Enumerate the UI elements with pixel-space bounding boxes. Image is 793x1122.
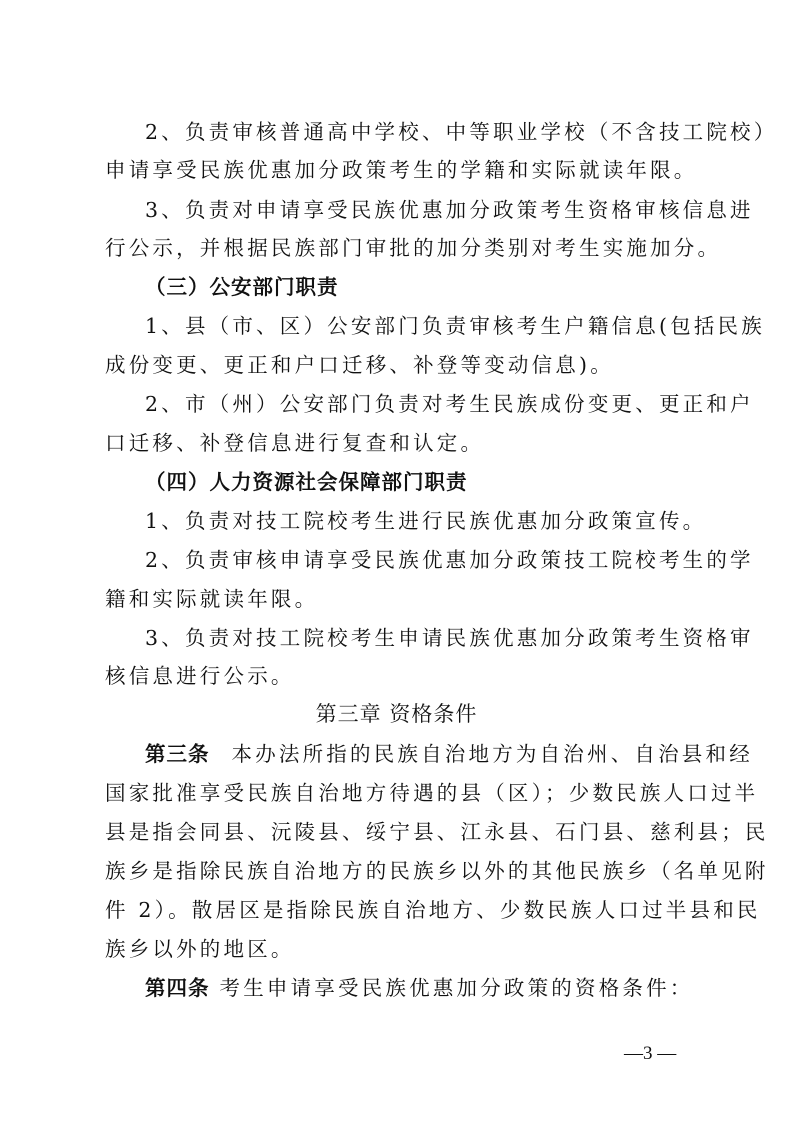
article-text: 考生申请享受民族优惠加分政策的资格条件： bbox=[219, 976, 694, 1000]
article-3-line bbox=[145, 740, 753, 768]
article-4-line bbox=[145, 974, 695, 1002]
page-number: —3 — bbox=[624, 1043, 677, 1064]
para-text-line: 成份变更、更正和户口迁移、补登等变动信息)。 bbox=[105, 353, 614, 377]
para-text-line: 口迁移、补登信息进行复查和认定。 bbox=[105, 431, 485, 455]
para-text-line: 1、负责对技工院校考生进行民族优惠加分政策宣传。 bbox=[145, 509, 707, 533]
para-text-line: 行公示，并根据民族部门审批的加分类别对考生实施加分。 bbox=[105, 236, 722, 260]
section-heading-public-security: （三）公安部门职责 bbox=[145, 275, 339, 299]
para-text-line: 申请享受民族优惠加分政策考生的学籍和实际就读年限。 bbox=[105, 158, 698, 182]
para-text-line: 2、负责审核申请享受民族优惠加分政策技工院校考生的学 bbox=[145, 548, 754, 572]
para-text-line: 件 2）。散居区是指除民族自治地方、少数民族人口过半县和民 bbox=[105, 898, 761, 922]
para-text-line: 3、负责对技工院校考生申请民族优惠加分政策考生资格审 bbox=[145, 626, 754, 650]
section-heading-hr-social-security: （四）人力资源社会保障部门职责 bbox=[145, 470, 468, 494]
article-label: 第三条 bbox=[145, 742, 210, 766]
para-text-line: 2、市（州）公安部门负责对考生民族成份变更、更正和户 bbox=[145, 392, 754, 416]
para-text-line: 族乡是指除民族自治地方的民族乡以外的其他民族乡（名单见附 bbox=[105, 859, 769, 883]
para-text-line: 国家批准享受民族自治地方待遇的县（区）；少数民族人口过半 bbox=[105, 781, 759, 805]
chapter-title: 第三章 资格条件 bbox=[315, 702, 478, 726]
article-text: 本办法所指的民族自治地方为自治州、自治县和经 bbox=[231, 742, 753, 766]
para-text-line: 2、负责审核普通高中学校、中等职业学校（不含技工院校） bbox=[145, 120, 778, 144]
para-text-line: 县是指会同县、沅陵县、绥宁县、江永县、石门县、慈利县；民 bbox=[105, 820, 769, 844]
para-text-line: 核信息进行公示。 bbox=[105, 664, 295, 688]
para-text-line: 3、负责对申请享受民族优惠加分政策考生资格审核信息进 bbox=[145, 198, 754, 222]
para-text-line: 籍和实际就读年限。 bbox=[105, 587, 319, 611]
para-text-line: 1、县（市、区）公安部门负责审核考生户籍信息(包括民族 bbox=[145, 314, 765, 338]
article-label: 第四条 bbox=[145, 976, 210, 1000]
para-text-line: 族乡以外的地区。 bbox=[105, 937, 295, 961]
